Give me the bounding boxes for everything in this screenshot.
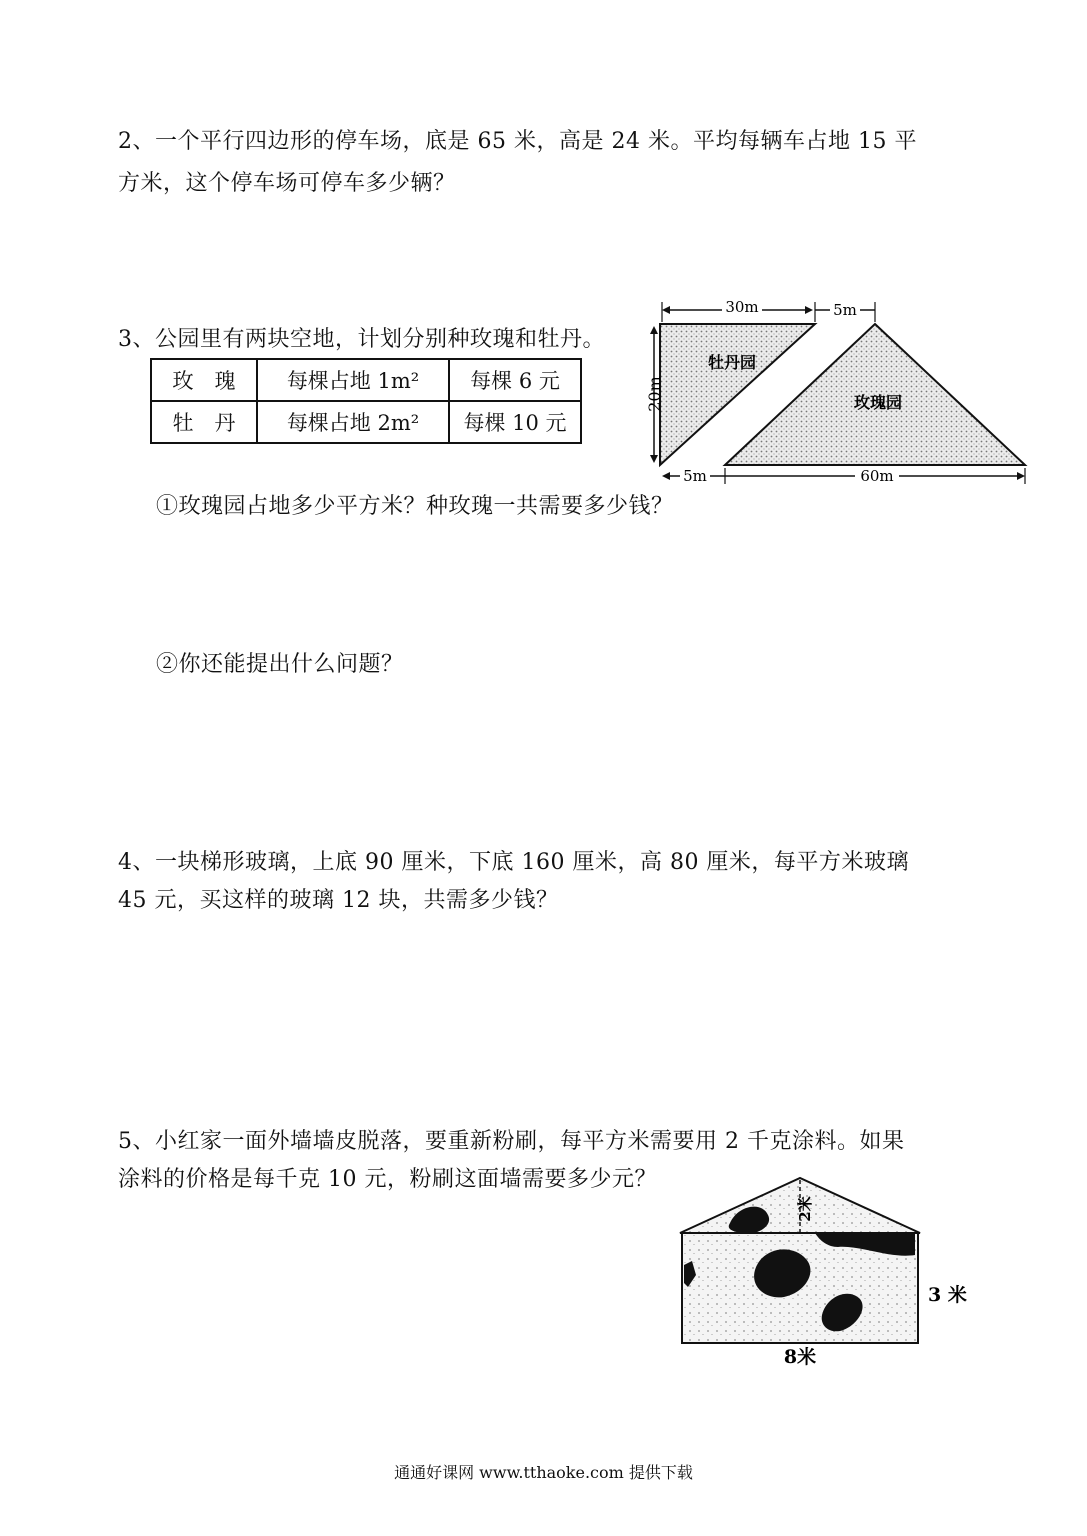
q5-line-2: 涂料的价格是每千克 10 元，粉刷这面墙需要多少元？ (118, 1167, 657, 1192)
table-row (151, 359, 581, 401)
table-row (151, 401, 581, 443)
price-table (150, 358, 582, 444)
arrow-head (1017, 472, 1025, 480)
dim-bottom-right-label: 60m (860, 467, 894, 485)
wall-figure (670, 1175, 990, 1375)
table-cell: 玫 瑰 (151, 359, 257, 401)
table-cell: 牡 丹 (151, 401, 257, 443)
arrow-head (650, 455, 658, 463)
q5-line-1: 5、小红家一面外墙墙皮脱落，要重新粉刷，每平方米需要用 2 千克涂料。如果 (118, 1129, 905, 1154)
q2-line-1: 2、一个平行四边形的停车场，底是 65 米，高是 24 米。平均每辆车占地 15 平 (118, 129, 917, 154)
side-length-label: 3 米 (928, 1284, 967, 1306)
peony-garden-label: 牡丹园 (708, 353, 757, 372)
rose-garden-label: 玫瑰园 (853, 393, 903, 412)
q3-intro: 3、公园里有两块空地，计划分别种玫瑰和牡丹。 (118, 327, 605, 352)
q4-line-2: 45 元，买这样的玻璃 12 块，共需多少钱？ (118, 888, 559, 913)
table-cell: 每棵 6 元 (449, 359, 581, 401)
base-length-label: 8米 (783, 1346, 817, 1368)
garden-figure (640, 290, 1040, 490)
height-label: 2米 (796, 1196, 814, 1222)
table-cell: 每棵占地 1m² (257, 359, 449, 401)
page-footer: 通通好课网 www.tthaoke.com 提供下载 (394, 1463, 693, 1482)
q3-sub-question-2: ②你还能提出什么问题？ (156, 652, 404, 677)
dim-top-right-label: 5m (833, 301, 857, 319)
arrow-head (650, 326, 658, 334)
q3-sub-question-1: ①玫瑰园占地多少平方米？种玫瑰一共需要多少钱？ (156, 494, 674, 519)
dim-top-left-label: 30m (725, 298, 759, 316)
arrow-head (662, 472, 670, 480)
q4-line-1: 4、一块梯形玻璃，上底 90 厘米，下底 160 厘米，高 80 厘米，每平方米玻璃 (118, 850, 909, 875)
dim-side-label: 20m (645, 376, 664, 412)
table-cell: 每棵占地 2m² (257, 401, 449, 443)
dim-bottom-left-label: 5m (683, 467, 707, 485)
arrow-head (662, 306, 670, 314)
q2-line-2: 方米，这个停车场可停车多少辆？ (118, 171, 456, 196)
arrow-head (805, 306, 813, 314)
table-cell: 每棵 10 元 (449, 401, 581, 443)
